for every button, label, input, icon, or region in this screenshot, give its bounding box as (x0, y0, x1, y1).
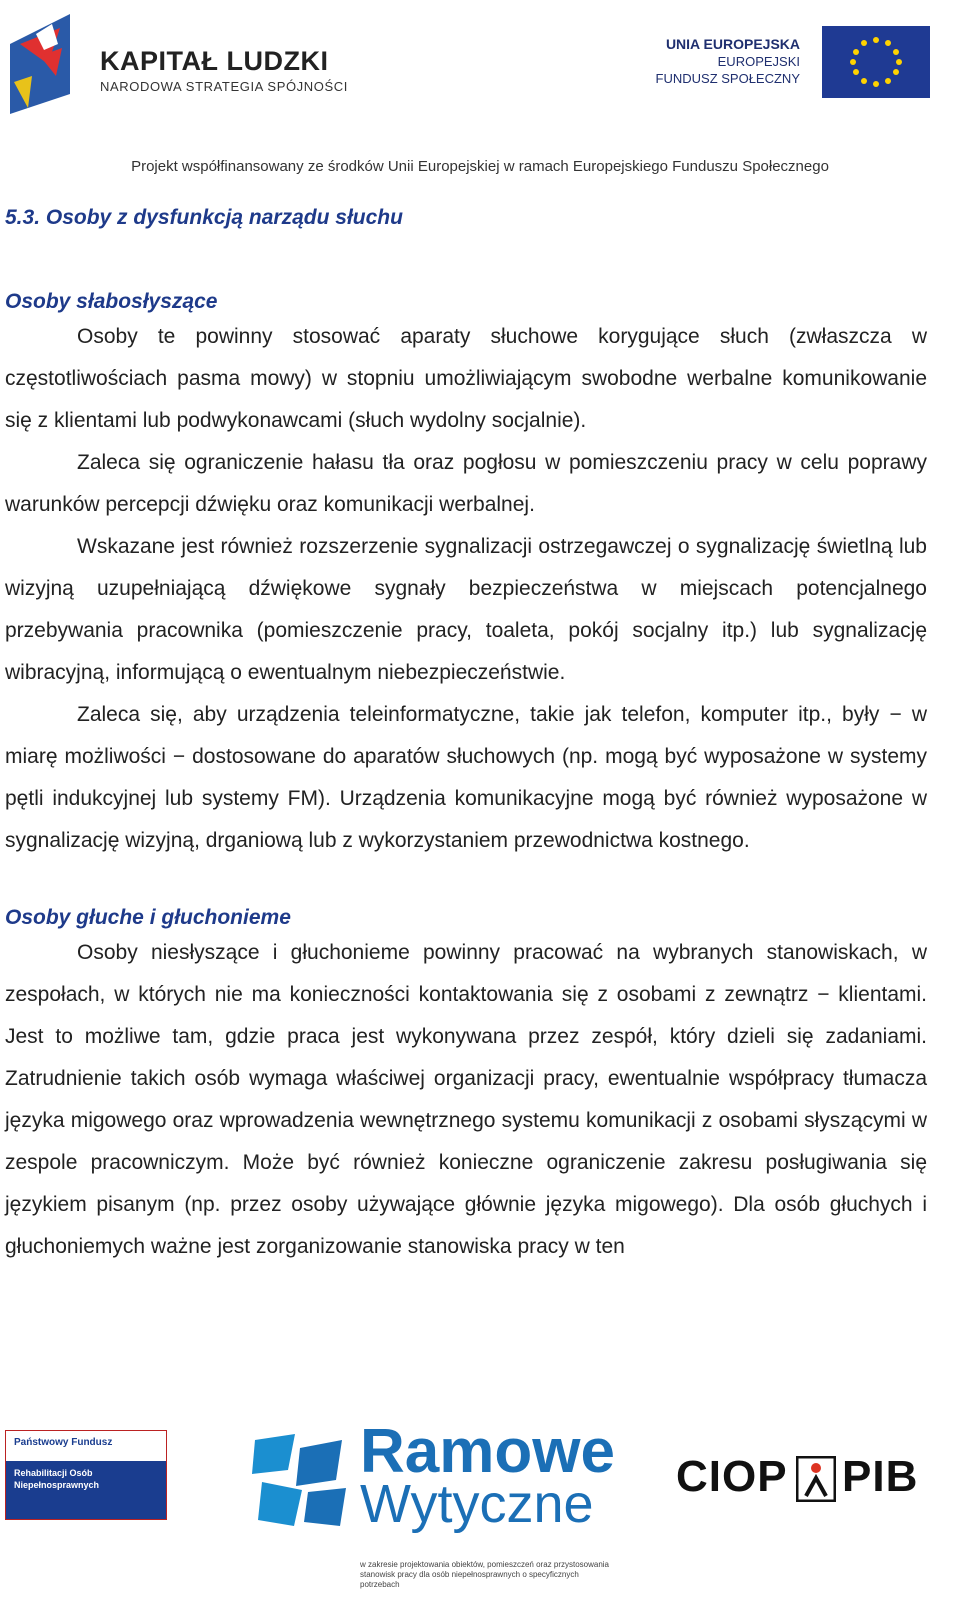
paragraph: Wskazane jest również rozszerzenie sygnalizacji ostrzegawczej o sygnalizację świetlną lub wizyjną uzupełniającą dźwiękowe sygnały bezpieczeństwa w miejscach potencjalnego przebywania pracownika (pomieszczenie pracy, toaleta, pokój socjalny itp.) lub sygnalizację wibracyjną, informującą o ewentualnym niebezpieczeństwie. (5, 535, 927, 684)
pib-text: PIB (842, 1452, 919, 1501)
eu-line-1: UNIA EUROPEJSKA (665, 36, 800, 52)
kapital-ludzki-subtitle: NARODOWA STRATEGIA SPÓJNOŚCI (100, 79, 348, 94)
page-header (0, 0, 960, 190)
ramowe-wytyczne-logo (250, 1417, 615, 1621)
document-body (5, 196, 927, 1268)
paragraph: Osoby niesłyszące i głuchonieme powinny pracować na wybranych stanowiskach, w zespołach, w których nie ma konieczności kontaktowania się z osobami z zewnątrz − klientami. Jest to możliwe tam, gdzie praca jest wykonywana przez zespół, który dzieli się zadaniami. Zatrudnienie takich osób wymaga właściwej organizacji pracy, ewentualnie współpracy tłumacza języka migowego oraz wprowadzenia wewnętrznego systemu komunikacji z osobami słyszącymi w zespole pracowniczym. Może być również konieczne ograniczenie zakresu posługiwania się językiem pisanym (np. przez osoby używające głównie języka migowego). Dla osób głuchych i głuchoniemych ważne jest zorganizowanie stanowiska pracy w ten (5, 941, 927, 1258)
paragraph: Zaleca się, aby urządzenia teleinformatyczne, takie jak telefon, komputer itp., były − w miarę możliwości − dostosowane do aparatów słuchowych (np. mogą być wyposażone w systemy pętli indukcyjnej lub systemy FM). Urządzenia komunikacyjne mogą być również wyposażone w sygnalizację wizyjną, drganiową lub z wykorzystaniem przewodnictwa kostnego. (5, 703, 927, 852)
eu-flag-icon (822, 26, 930, 98)
page-footer (0, 1417, 960, 1621)
section-title: 5.3. Osoby z dysfunkcją narządu słuchu (5, 206, 403, 229)
ramowe-emblem-icon (250, 1430, 350, 1530)
paragraph: Osoby te powinny stosować aparaty słuchowe korygujące słuch (zwłaszcza w częstotliwościach pasma mowy) w stopniu umożliwiającym swobodne werbalne komunikowanie się z klientami lub podwykonawcami (słuch wydolny socjalnie). (5, 325, 927, 432)
pfron-logo (5, 1430, 167, 1520)
ciop-figure-icon (796, 1456, 836, 1502)
eu-line-2: EUROPEJSKI (717, 54, 800, 69)
pfron-line-3: Niepełnosprawnych (14, 1480, 100, 1490)
subheading-deaf: Osoby głuche i głuchonieme (5, 906, 291, 929)
paragraph: Zaleca się ograniczenie hałasu tła oraz pogłosu w pomieszczeniu pracy w celu poprawy warunków percepcji dźwięku oraz komunikacji werbalnej. (5, 451, 927, 516)
kapital-ludzki-title: KAPITAŁ LUDZKI (100, 46, 329, 76)
cofinance-note: Projekt współfinansowany ze środków Unii Europejskiej w ramach Europejskiego Funduszu Społecznego (131, 158, 829, 175)
pfron-line-1: Państwowy Fundusz (14, 1437, 113, 1448)
wytyczne-title: Wytyczne (360, 1474, 594, 1534)
eu-logo (640, 26, 930, 106)
ciop-text: CIOP (676, 1452, 788, 1501)
eu-line-3: FUNDUSZ SPOŁECZNY (655, 71, 800, 86)
ramowe-title: Ramowe (360, 1417, 615, 1486)
subheading-hard-of-hearing: Osoby słabosłyszące (5, 290, 218, 313)
pfron-line-2: Rehabilitacji Osób (14, 1468, 93, 1478)
ramowe-description: w zakresie projektowania obiektów, pomieszczeń oraz przystosowania stanowisk pracy dla osób niepełnosprawnych o specyficznych potrzebach (360, 1560, 610, 1589)
kapital-ludzki-emblem-icon (0, 4, 95, 116)
kapital-ludzki-logo (0, 4, 360, 124)
